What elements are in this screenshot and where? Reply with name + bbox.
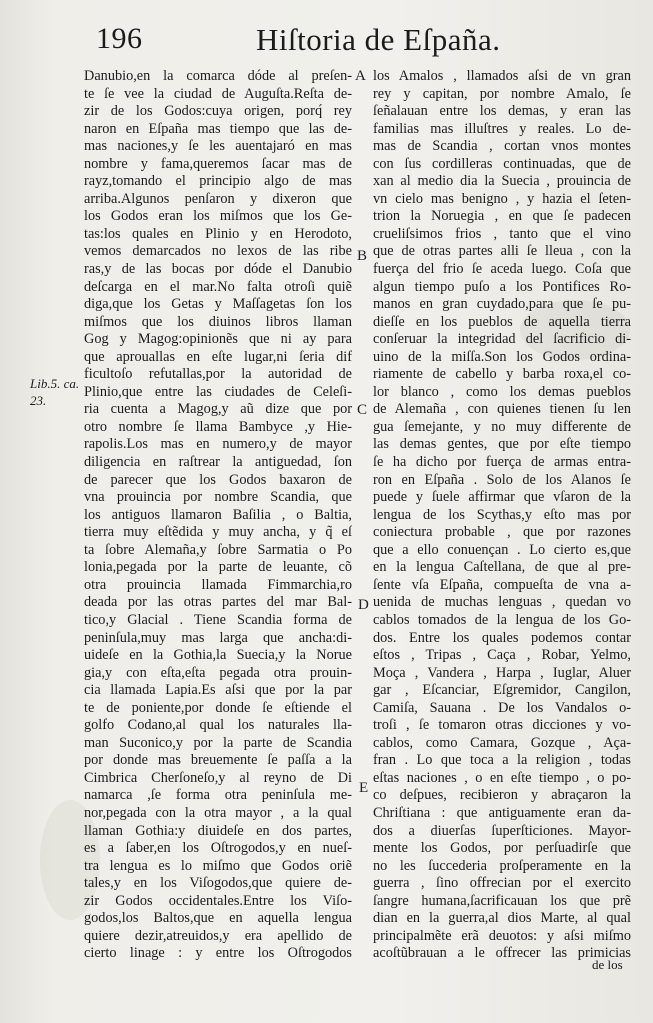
text-line: godos,los Baltos,que en aquella lengua xyxy=(84,910,352,927)
text-line: lor blanco , como los demas pueblos xyxy=(373,383,631,400)
margin-note-line: Lib.5. ca. xyxy=(30,376,80,391)
text-line: deſcarga en el mar.No falta otroſi quiẽ xyxy=(84,278,352,295)
text-line: gia,y con eſta,eſta pegada otra prouin- xyxy=(84,664,352,681)
text-line: mas naciones,y ſe les auentajaró en mas xyxy=(84,138,352,155)
text-line: vna prouincia por nombre Scandia, que xyxy=(84,489,352,506)
section-marker-a: A xyxy=(355,68,366,84)
text-line: Chriſtiana : que antiguamente eran da- xyxy=(373,804,631,821)
text-line: fuerça del frio ſe aceda luego. Coſa que xyxy=(373,261,631,278)
text-line: conſeruar la integridad del ſacrificio di- xyxy=(373,331,631,348)
text-line: Cimbrica Cherſoneſo,y al reyno de Di xyxy=(84,769,352,786)
text-line: Plinio,que entre las ciudades de Celeſi- xyxy=(84,383,352,400)
text-line: peninſula,muy mas larga que ancha:di- xyxy=(84,629,352,646)
margin-note-line: 23. xyxy=(30,393,47,408)
text-line: uenida de muchas lenguas , quedan vo xyxy=(373,594,631,611)
text-line: de parecer que los Godos baxaron de xyxy=(84,471,352,488)
text-line: te de poniente,por donde ſe eſtiende el xyxy=(84,699,352,716)
text-line: no les ſuccederia proſperamente en la xyxy=(373,857,631,874)
text-line: con ſus cordilleras continuadas, que de xyxy=(373,155,631,172)
text-line: otra prouincia llamada Fimmarchia,ro xyxy=(84,576,352,593)
text-line: fran . Lo que toca a la religion , todas xyxy=(373,752,631,769)
text-line: ſe ha dicho por fuerça de armas entra- xyxy=(373,454,631,471)
text-line: ſeñalauan entre los demas, y eran las xyxy=(373,103,631,120)
text-line: dian en la guerra,al dios Marte, al qual xyxy=(373,910,631,927)
text-line: ta ſobre Alemaña,y ſobre Sarmatia o Po xyxy=(84,541,352,558)
text-line: tas:los quales en Plinio y en Herodoto, xyxy=(84,225,352,242)
text-line: rapolis.Los mas en numero,y de mayor xyxy=(84,436,352,453)
text-line: deada por las otras partes del mar Bal- xyxy=(84,594,352,611)
text-line: nor,pegada con la otra mayor , a la qual xyxy=(84,804,352,821)
text-line: rey y capitan, por nombre Amalo, ſe xyxy=(373,85,631,102)
text-line: tierra muy eſtẽdida y muy ancha, y q̃ eſ xyxy=(84,524,352,541)
text-line: ron en Eſpaña . Solo de los Alanos ſe xyxy=(373,471,631,488)
text-line: acoſtũbrauan a le offrecer las primicias xyxy=(373,945,631,962)
text-line: que de otras partes alli ſe lleua , con la xyxy=(373,243,631,260)
text-line: man Suconico,y por la parte de Scandia xyxy=(84,734,352,751)
text-line: otro nombre ſe llama Bambyce ,y Hie- xyxy=(84,418,352,435)
text-line: Danubio,en la comarca dóde al preſen- xyxy=(84,68,352,84)
text-line: golfo Codano,al qual los naturales lla- xyxy=(84,717,352,734)
text-line: zir Godos occidentales.Entre los Viſo- xyxy=(84,892,352,909)
text-line: trion la Noruegia , en que ſe padecen xyxy=(373,208,631,225)
text-line: Gog y Magog:opinionẽs que ni ay para xyxy=(84,331,352,348)
text-line: te ſe vee la ciudad de Auguſta.Reſta de- xyxy=(84,85,352,102)
text-line: manos en gran cuydado,para que ſe pu- xyxy=(373,296,631,313)
text-line: dos a diuerſas ſuperſticiones. Mayor- xyxy=(373,822,631,839)
text-line: lengua de los Scythas,y eſto mas por xyxy=(373,506,631,523)
text-line: es a ſaber,en los Oſtrogodos,y en nueſ- xyxy=(84,840,352,857)
right-text-column xyxy=(373,68,631,963)
section-marker-b: B xyxy=(357,248,368,264)
page-number: 196 xyxy=(96,22,143,55)
text-line: llaman Gothia:y diuideſe en dos partes, xyxy=(84,822,352,839)
text-line: uino de la miſſa.Son los Godos ordina- xyxy=(373,348,631,365)
text-line: troſi , ſe tomaron otras dicciones y vo- xyxy=(373,717,631,734)
text-line: que aprouallas en eſte lugar,ni ſeria dif xyxy=(84,348,352,365)
text-line: gar , Eſcanciar, Eſgremidor, Cangilon, xyxy=(373,682,631,699)
text-line: gua ſemejante, y no muy differente de xyxy=(373,418,631,435)
text-line: uideſe en la Gothia,la Suecia,y la Norue xyxy=(84,647,352,664)
text-line: dos. Entre los quales podemos contar xyxy=(373,629,631,646)
text-line: cablos, como Camara, Gozque , Aça- xyxy=(373,734,631,751)
margin-note xyxy=(30,375,79,409)
text-line: miſmos que los diuinos libros llaman xyxy=(84,313,352,330)
text-line: cierto linage : y entre los Oſtrogodos xyxy=(84,945,352,962)
text-line: ria cuenta a Magog,y aũ dize que por xyxy=(84,401,352,418)
left-text-column xyxy=(84,68,352,963)
text-line: ras,y de las bocas por dóde el Danubio xyxy=(84,261,352,278)
text-line: diga,que los Getas y Maſſagetas ſon los xyxy=(84,296,352,313)
section-marker-e: E xyxy=(359,780,369,796)
text-line: principalmẽte erã deuotos: y aſsi miſmo xyxy=(373,927,631,944)
text-line: eſtas naciones , o en eſte tiempo , o po- xyxy=(373,769,631,786)
text-line: rayz,tomando el principio algo de mas xyxy=(84,173,352,190)
text-line: dieſſe en los pueblos de aquella tierra xyxy=(373,313,631,330)
text-line: algun tiempo puſo a los Pontifices Ro- xyxy=(373,278,631,295)
text-line: coniectura probable , que por razones xyxy=(373,524,631,541)
text-line: crueliſsimos frios , tanto que el vino xyxy=(373,225,631,242)
text-line: por donde mas breuemente ſe paſſa a la xyxy=(84,752,352,769)
text-line: las demas gentes, que por eſte tiempo xyxy=(373,436,631,453)
text-line: mente los Godos, por perſuadirſe que xyxy=(373,840,631,857)
text-line: tico,y Glacial . Tiene Scandia forma de xyxy=(84,611,352,628)
text-line: quiere dezir,atreuidos,y era apellido de xyxy=(84,927,352,944)
text-line: cablos tomados de la lengua de los Go- xyxy=(373,611,631,628)
text-line: diligencia en raſtrear la antiguedad, ſon xyxy=(84,454,352,471)
text-line: namarca ,ſe forma otra peninſula me- xyxy=(84,787,352,804)
text-line: puede y ſuele affirmar que vſaron de la xyxy=(373,489,631,506)
text-line: Camiſa, Sauana . De los Vandalos o- xyxy=(373,699,631,716)
text-line: arriba.Algunos penſaron y dixeron que xyxy=(84,190,352,207)
text-line: vemos demarcados no lexos de las ribe xyxy=(84,243,352,260)
text-line: que a ello conuençan . Lo cierto es,que xyxy=(373,541,631,558)
text-line: lonia,pegada por la parte de leuante, cõ xyxy=(84,559,352,576)
text-line: tra lengua es lo miſmo que Godos oriẽ xyxy=(84,857,352,874)
text-line: zir de los Godos:cuya origen, porq́ rey xyxy=(84,103,352,120)
text-line: de Alemaña , con quienes tienen ſu len xyxy=(373,401,631,418)
page-header xyxy=(96,22,636,66)
text-line: tales,y en los Viſogodos,que quiere de- xyxy=(84,875,352,892)
text-line: naron en Eſpaña mas tiempo que las de- xyxy=(84,120,352,137)
running-title: Hiſtoria de Eſpaña. xyxy=(256,22,501,57)
text-line: ficultoſo refutallas,por la autoridad de xyxy=(84,366,352,383)
text-line: cia llamada Lapia.Es aſsi que por la par xyxy=(84,682,352,699)
text-line: ſente vſa Eſpaña, compueſta de vna a- xyxy=(373,576,631,593)
text-line: vn cielo mas benigno , y hazia el ſeten- xyxy=(373,190,631,207)
text-line: eſtos , Tripas , Caça , Robar, Yelmo, xyxy=(373,647,631,664)
text-line: co deſpues, recibieron y abraçaron la xyxy=(373,787,631,804)
text-line: los Godos eran los miſmos que los Ge- xyxy=(84,208,352,225)
text-line: nombre y fama,queremos ſacar mas de xyxy=(84,155,352,172)
text-line: los antiguos llamaron Baſilia , o Baltia, xyxy=(84,506,352,523)
catchword: de los xyxy=(592,957,623,972)
section-marker-d: D xyxy=(358,597,369,613)
text-line: guerra , ſino offrecian por el exercito xyxy=(373,875,631,892)
section-marker-c: C xyxy=(357,402,368,418)
text-line: familias mas illuſtres y reales. Lo de- xyxy=(373,120,631,137)
text-line: riamente de cabello y barba roxa,el co- xyxy=(373,366,631,383)
text-line: en la lengua Caſtellana, de que al pre- xyxy=(373,559,631,576)
text-line: ſangre humana,ſacrificauan los que prẽ xyxy=(373,892,631,909)
text-line: xan al medio dia la Suecia , prouincia de xyxy=(373,173,631,190)
text-line: Moça , Vandera , Harpa , Iuglar, Aluer xyxy=(373,664,631,681)
text-line: los Amalos , llamados aſsi de vn gran xyxy=(373,68,631,84)
text-line: mas de Scandia , cortan vnos montes xyxy=(373,138,631,155)
